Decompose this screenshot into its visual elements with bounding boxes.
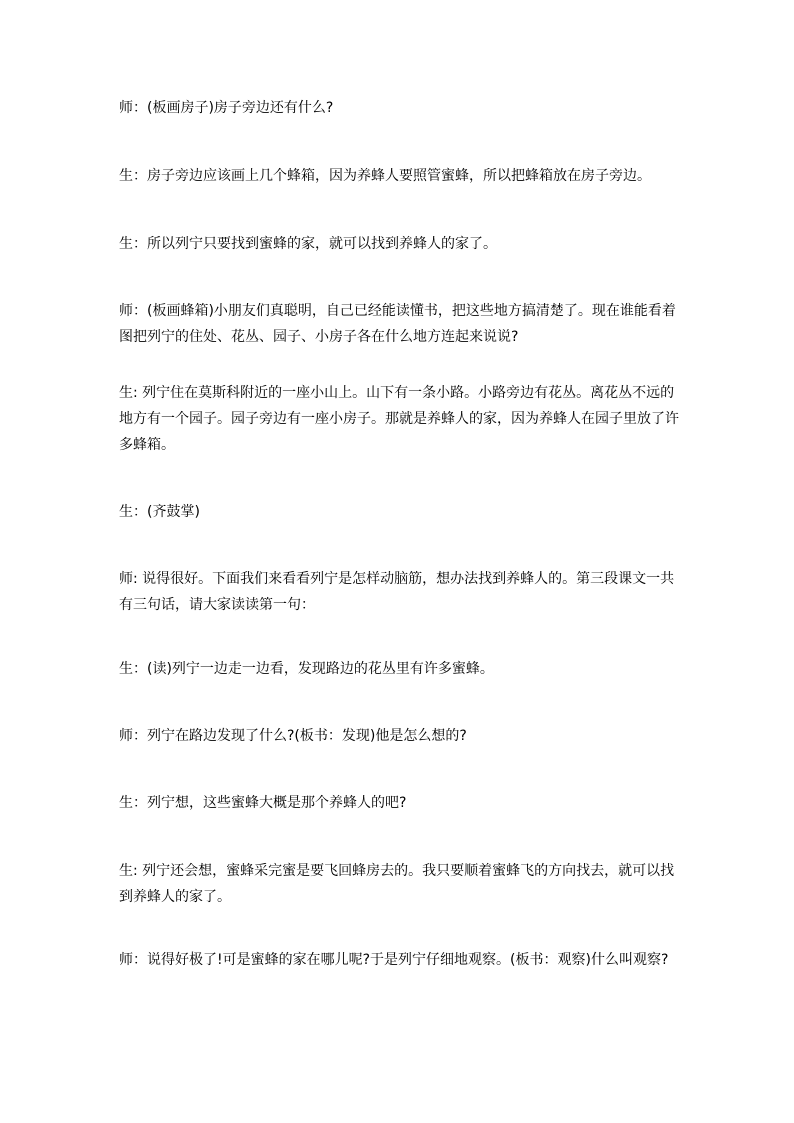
dialogue-paragraph: 生: 列宁还会想，蜜蜂采完蜜是要飞回蜂房去的。我只要顺着蜜蜂飞的方向找去，就可以找到养蜂人的家了。 bbox=[119, 863, 675, 905]
dialogue-paragraph: 师: 说得很好。下面我们来看看列宁是怎样动脑筋，想办法找到养蜂人的。第三段课文一共有三句话，请大家读读第一句： bbox=[119, 571, 675, 613]
dialogue-paragraph: 师：(板画蜂箱)小朋友们真聪明，自己已经能读懂书，把这些地方搞清楚了。现在谁能看着图把列宁的住处、花丛、园子、小房子各在什么地方连起来说说? bbox=[119, 303, 676, 345]
dialogue-paragraph: 生：(齐鼓掌) bbox=[119, 504, 200, 520]
dialogue-paragraph: 生：列宁想，这些蜜蜂大概是那个养蜂人的吧? bbox=[119, 795, 407, 811]
dialogue-paragraph: 生：房子旁边应该画上几个蜂箱，因为养蜂人要照管蜜蜂，所以把蜂箱放在房子旁边。 bbox=[119, 168, 651, 184]
dialogue-paragraph: 师：(板画房子)房子旁边还有什么? bbox=[119, 100, 334, 116]
dialogue-paragraph: 师：说得好极了!可是蜜蜂的家在哪儿呢?于是列宁仔细地观察。(板书：观察)什么叫观察? bbox=[119, 952, 669, 968]
dialogue-paragraph: 师：列宁在路边发现了什么?(板书：发现)他是怎么想的? bbox=[119, 728, 467, 744]
dialogue-paragraph: 生：所以列宁只要找到蜜蜂的家，就可以找到养蜂人的家了。 bbox=[119, 236, 497, 252]
dialogue-paragraph: 生：(读)列宁一边走一边看，发现路边的花丛里有许多蜜蜂。 bbox=[119, 661, 494, 677]
dialogue-paragraph: 生: 列宁住在莫斯科附近的一座小山上。山下有一条小路。小路旁边有花丛。离花丛不远的地方有一个园子。园子旁边有一座小房子。那就是养蜂人的家，因为养蜂人在园子里放了许多蜂箱。 bbox=[119, 385, 679, 453]
